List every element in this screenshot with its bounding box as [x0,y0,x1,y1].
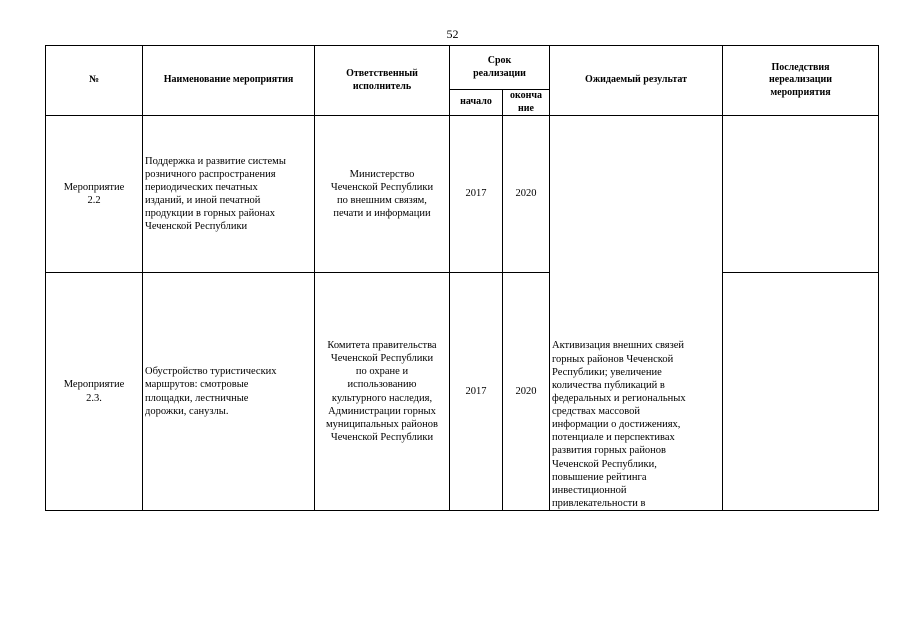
row-end: 2020 [503,116,550,273]
header-name: Наименование мероприятия [143,46,315,116]
row-end: 2020 [503,273,550,511]
table-row [46,116,879,273]
header-consequences: Последствия нереализации мероприятия [723,46,879,116]
header-number: № [46,46,143,116]
row-name: Поддержка и развитие системы розничного распространения периодических печатных изданий, и иной печатной продукции в горных районах Чеченской Республики [143,116,315,273]
row-consequences [723,273,879,511]
expected-result: Активизация внешних связей горных районов Чеченской Республики; увеличение количества публикаций в федеральных и региональных средствах массовой информации о достижениях, потенциале и перспективах развития горных районов Чеченской Республики, повышение рейтинга инвестиционной привлекательности в [550,116,723,511]
row-start: 2017 [450,116,503,273]
header-end: оконча ние [503,90,550,116]
row-responsible: Комитета правительства Чеченской Республики по охране и использованию культурного наследия, Администрации горных муниципальных районов Чеченской Республики [315,273,450,511]
measures-table [45,45,879,511]
row-consequences [723,116,879,273]
row-number: Мероприятие 2.3. [46,273,143,511]
header-term: Срок реализации [450,46,550,90]
header-start: начало [450,90,503,116]
row-name: Обустройство туристических маршрутов: смотровые площадки, лестничные дорожки, санузлы. [143,273,315,511]
row-responsible: Министерство Чеченской Республики по внешним связям, печати и информации [315,116,450,273]
header-responsible: Ответственный исполнитель [315,46,450,116]
row-start: 2017 [450,273,503,511]
header-row [46,46,879,90]
row-number: Мероприятие 2.2 [46,116,143,273]
table-row [46,273,879,511]
page-number: 52 [446,27,459,41]
header-result: Ожидаемый результат [550,46,723,116]
